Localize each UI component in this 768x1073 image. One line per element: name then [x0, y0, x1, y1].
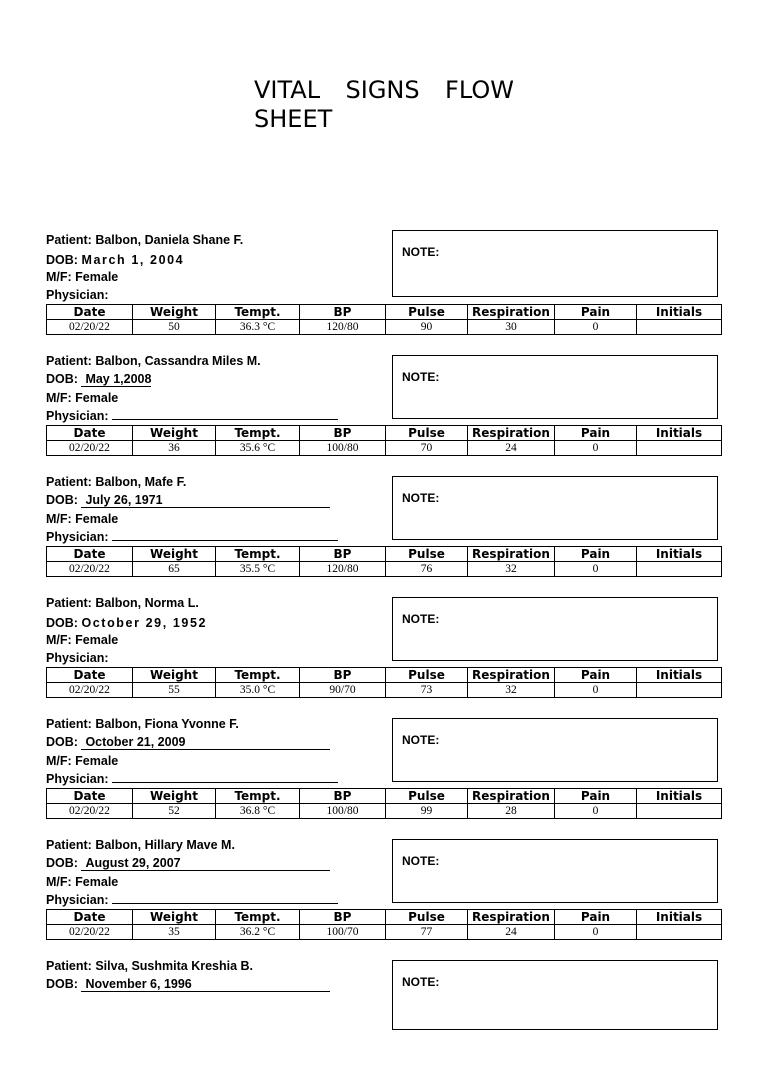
- column-header: BP: [300, 426, 386, 441]
- table-cell[interactable]: [637, 683, 722, 698]
- table-cell[interactable]: [637, 925, 722, 940]
- table-cell[interactable]: 50: [133, 320, 216, 335]
- column-header: Pulse: [386, 547, 468, 562]
- table-cell[interactable]: 77: [386, 925, 468, 940]
- table-header-row: [47, 547, 722, 562]
- table-cell[interactable]: [637, 804, 722, 819]
- column-header: Tempt.: [216, 426, 300, 441]
- column-header: Tempt.: [216, 305, 300, 320]
- patient-name-label: Patient:: [46, 596, 92, 610]
- sex-label: M/F:: [46, 512, 72, 526]
- table-cell[interactable]: 100/70: [300, 925, 386, 940]
- patient-name-value: Balbon, Fiona Yvonne F.: [95, 717, 239, 731]
- table-cell[interactable]: 76: [386, 562, 468, 577]
- column-header: Pulse: [386, 910, 468, 925]
- column-header: Pain: [555, 547, 637, 562]
- column-header: Tempt.: [216, 668, 300, 683]
- dob: [46, 252, 184, 268]
- column-header: Date: [47, 305, 133, 320]
- dob-label: DOB:: [46, 856, 78, 870]
- table-cell[interactable]: 32: [468, 683, 555, 698]
- sex: [46, 390, 118, 406]
- table-header-row: [47, 910, 722, 925]
- physician-label: Physician:: [46, 651, 109, 665]
- table-cell[interactable]: 0: [555, 683, 637, 698]
- dob: [46, 371, 151, 387]
- physician: [46, 650, 109, 666]
- physician-value: [112, 419, 338, 420]
- page-title: VITAL SIGNS FLOW SHEET: [254, 76, 514, 133]
- table-header-row: [47, 426, 722, 441]
- patient-name-value: Balbon, Norma L.: [95, 596, 199, 610]
- patient-name-label: Patient:: [46, 233, 92, 247]
- sex-value: Female: [75, 270, 119, 284]
- physician-label: Physician:: [46, 530, 109, 544]
- column-header: BP: [300, 910, 386, 925]
- physician-label: Physician:: [46, 288, 109, 302]
- column-header: Respiration: [468, 789, 555, 804]
- note-label: NOTE:: [402, 612, 440, 626]
- note-box[interactable]: [392, 597, 718, 661]
- patient-name-value: Balbon, Daniela Shane F.: [95, 233, 244, 247]
- table-cell[interactable]: 02/20/22: [47, 925, 133, 940]
- column-header: Initials: [637, 910, 722, 925]
- dob-value: May 1,2008: [81, 373, 151, 387]
- column-header: Pain: [555, 668, 637, 683]
- table-row: [47, 683, 722, 698]
- vitals-table: [46, 546, 722, 577]
- column-header: BP: [300, 305, 386, 320]
- note-box[interactable]: [392, 839, 718, 903]
- sex: [46, 753, 118, 769]
- patient-record: [46, 957, 721, 1073]
- table-cell[interactable]: [637, 320, 722, 335]
- patient-name-value: Balbon, Mafe F.: [95, 475, 187, 489]
- patient-name-label: Patient:: [46, 475, 92, 489]
- patient-name: [46, 595, 199, 611]
- vitals-table: [46, 788, 722, 819]
- table-cell[interactable]: 0: [555, 441, 637, 456]
- physician: [46, 529, 338, 545]
- column-header: Date: [47, 910, 133, 925]
- table-cell[interactable]: 24: [468, 441, 555, 456]
- dob: [46, 615, 207, 631]
- physician-value: [112, 782, 338, 783]
- patient-name: [46, 716, 239, 732]
- table-row: [47, 925, 722, 940]
- table-cell[interactable]: 35: [133, 925, 216, 940]
- note-box[interactable]: [392, 476, 718, 540]
- sex-label: M/F:: [46, 633, 72, 647]
- patient-name: [46, 958, 253, 974]
- table-cell[interactable]: 35.6 °C: [216, 441, 300, 456]
- column-header: Weight: [133, 547, 216, 562]
- table-cell[interactable]: 99: [386, 804, 468, 819]
- column-header: Tempt.: [216, 789, 300, 804]
- table-cell[interactable]: 52: [133, 804, 216, 819]
- table-cell[interactable]: 28: [468, 804, 555, 819]
- table-cell[interactable]: 36.3 °C: [216, 320, 300, 335]
- column-header: Date: [47, 426, 133, 441]
- sex-label: M/F:: [46, 875, 72, 889]
- dob-label: DOB:: [46, 616, 78, 630]
- note-label: NOTE:: [402, 733, 440, 747]
- column-header: Pulse: [386, 789, 468, 804]
- column-header: Tempt.: [216, 547, 300, 562]
- column-header: BP: [300, 547, 386, 562]
- sex: [46, 511, 118, 527]
- table-cell[interactable]: 36: [133, 441, 216, 456]
- table-row: [47, 441, 722, 456]
- patient-name: [46, 232, 243, 248]
- dob-label: DOB:: [46, 493, 78, 507]
- column-header: Pulse: [386, 426, 468, 441]
- patient-name: [46, 353, 261, 369]
- patient-name: [46, 474, 186, 490]
- table-row: [47, 804, 722, 819]
- sex-value: Female: [75, 754, 119, 768]
- patient-name-label: Patient:: [46, 959, 92, 973]
- note-label: NOTE:: [402, 975, 440, 989]
- patient-name-label: Patient:: [46, 838, 92, 852]
- note-label: NOTE:: [402, 370, 440, 384]
- note-label: NOTE:: [402, 854, 440, 868]
- vitals-table: [46, 909, 722, 940]
- column-header: Initials: [637, 789, 722, 804]
- table-cell[interactable]: 36.2 °C: [216, 925, 300, 940]
- column-header: Pulse: [386, 305, 468, 320]
- table-cell[interactable]: 36.8 °C: [216, 804, 300, 819]
- column-header: Weight: [133, 426, 216, 441]
- table-cell[interactable]: 90: [386, 320, 468, 335]
- patient-record: [46, 836, 721, 952]
- column-header: Pain: [555, 426, 637, 441]
- table-header-row: [47, 668, 722, 683]
- table-row: [47, 562, 722, 577]
- table-cell[interactable]: 30: [468, 320, 555, 335]
- patient-record: [46, 231, 721, 347]
- sex-label: M/F:: [46, 391, 72, 405]
- column-header: Pain: [555, 305, 637, 320]
- vitals-table: [46, 425, 722, 456]
- column-header: Tempt.: [216, 910, 300, 925]
- column-header: Initials: [637, 426, 722, 441]
- column-header: Respiration: [468, 547, 555, 562]
- dob: [46, 976, 330, 992]
- table-cell[interactable]: 02/20/22: [47, 683, 133, 698]
- sex: [46, 269, 118, 285]
- table-cell[interactable]: 0: [555, 804, 637, 819]
- dob-value: March 1, 2004: [81, 253, 185, 267]
- physician: [46, 287, 109, 303]
- sex-value: Female: [75, 875, 119, 889]
- column-header: BP: [300, 668, 386, 683]
- column-header: Date: [47, 547, 133, 562]
- table-cell[interactable]: 120/80: [300, 320, 386, 335]
- table-cell[interactable]: 70: [386, 441, 468, 456]
- table-cell[interactable]: 0: [555, 562, 637, 577]
- sex-value: Female: [75, 633, 119, 647]
- column-header: Pain: [555, 789, 637, 804]
- note-box[interactable]: [392, 230, 718, 297]
- table-cell[interactable]: 0: [555, 320, 637, 335]
- dob-label: DOB:: [46, 977, 78, 991]
- dob-value: October 29, 1952: [81, 616, 208, 630]
- table-cell[interactable]: 55: [133, 683, 216, 698]
- patient-name-value: Balbon, Hillary Mave M.: [95, 838, 235, 852]
- table-cell[interactable]: 35.5 °C: [216, 562, 300, 577]
- table-header-row: [47, 789, 722, 804]
- patient-name: [46, 837, 235, 853]
- column-header: Date: [47, 668, 133, 683]
- physician-label: Physician:: [46, 409, 109, 423]
- sex-value: Female: [75, 391, 119, 405]
- column-header: Respiration: [468, 668, 555, 683]
- column-header: Weight: [133, 668, 216, 683]
- sex: [46, 874, 118, 890]
- table-cell[interactable]: 35.0 °C: [216, 683, 300, 698]
- note-label: NOTE:: [402, 245, 440, 259]
- note-box[interactable]: [392, 960, 718, 1030]
- dob-value: July 26, 1971: [81, 494, 330, 508]
- table-cell[interactable]: 73: [386, 683, 468, 698]
- vitals-table: [46, 304, 722, 335]
- physician-label: Physician:: [46, 772, 109, 786]
- physician-label: Physician:: [46, 893, 109, 907]
- sex-value: Female: [75, 512, 119, 526]
- note-box[interactable]: [392, 355, 718, 419]
- patient-record: [46, 594, 721, 710]
- table-cell[interactable]: 65: [133, 562, 216, 577]
- column-header: Weight: [133, 789, 216, 804]
- physician: [46, 771, 338, 787]
- column-header: BP: [300, 789, 386, 804]
- dob: [46, 855, 330, 871]
- patient-name-value: Silva, Sushmita Kreshia B.: [95, 959, 254, 973]
- note-label: NOTE:: [402, 491, 440, 505]
- column-header: Initials: [637, 547, 722, 562]
- patient-name-value: Balbon, Cassandra Miles M.: [95, 354, 261, 368]
- table-cell[interactable]: 24: [468, 925, 555, 940]
- table-header-row: [47, 305, 722, 320]
- table-cell[interactable]: 32: [468, 562, 555, 577]
- physician: [46, 892, 338, 908]
- column-header: Respiration: [468, 910, 555, 925]
- physician-value: [112, 540, 338, 541]
- note-box[interactable]: [392, 718, 718, 782]
- table-cell[interactable]: 90/70: [300, 683, 386, 698]
- column-header: Weight: [133, 910, 216, 925]
- sex-label: M/F:: [46, 754, 72, 768]
- physician-value: [112, 903, 338, 904]
- dob-label: DOB:: [46, 735, 78, 749]
- vitals-table: [46, 667, 722, 698]
- column-header: Date: [47, 789, 133, 804]
- patient-record: [46, 473, 721, 589]
- dob-value: November 6, 1996: [81, 978, 330, 992]
- physician: [46, 408, 338, 424]
- patient-name-label: Patient:: [46, 354, 92, 368]
- table-cell[interactable]: [637, 562, 722, 577]
- sex-label: M/F:: [46, 270, 72, 284]
- dob: [46, 492, 330, 508]
- column-header: Respiration: [468, 305, 555, 320]
- dob: [46, 734, 330, 750]
- dob-value: August 29, 2007: [81, 857, 330, 871]
- table-cell[interactable]: 100/80: [300, 804, 386, 819]
- dob-label: DOB:: [46, 372, 78, 386]
- table-cell[interactable]: 02/20/22: [47, 804, 133, 819]
- table-cell[interactable]: 02/20/22: [47, 441, 133, 456]
- column-header: Pain: [555, 910, 637, 925]
- patient-record: [46, 715, 721, 831]
- column-header: Weight: [133, 305, 216, 320]
- table-cell[interactable]: 0: [555, 925, 637, 940]
- column-header: Respiration: [468, 426, 555, 441]
- table-cell[interactable]: 120/80: [300, 562, 386, 577]
- table-cell[interactable]: 100/80: [300, 441, 386, 456]
- table-cell[interactable]: 02/20/22: [47, 562, 133, 577]
- column-header: Pulse: [386, 668, 468, 683]
- sex: [46, 632, 118, 648]
- patient-name-label: Patient:: [46, 717, 92, 731]
- dob-label: DOB:: [46, 253, 78, 267]
- dob-value: October 21, 2009: [81, 736, 330, 750]
- table-cell[interactable]: 02/20/22: [47, 320, 133, 335]
- table-row: [47, 320, 722, 335]
- column-header: Initials: [637, 305, 722, 320]
- patient-record: [46, 352, 721, 468]
- table-cell[interactable]: [637, 441, 722, 456]
- column-header: Initials: [637, 668, 722, 683]
